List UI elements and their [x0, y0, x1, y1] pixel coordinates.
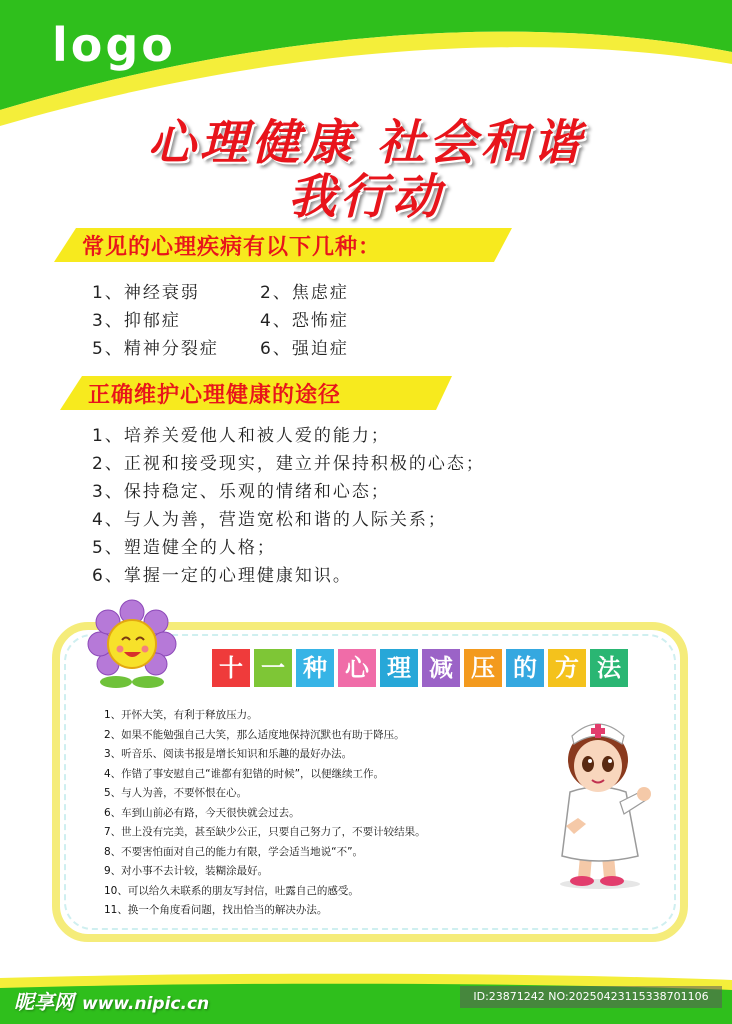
- list-item: 1、开怀大笑，有利于释放压力。: [104, 709, 258, 721]
- methods-title: [212, 649, 632, 687]
- list-item: 5、塑造健全的人格；: [92, 538, 276, 558]
- list-item: 6、掌握一定的心理健康知识。: [92, 566, 352, 586]
- methods-title-char: 减: [422, 649, 460, 687]
- methods-title-char: 种: [296, 649, 334, 687]
- methods-list: [104, 706, 534, 921]
- site-domain: www.nipic.cn: [82, 994, 210, 1014]
- section1-heading: [54, 228, 512, 262]
- list-item: 7、世上没有完美，甚至缺少公正，只要自己努力了，不要计较结果。: [104, 826, 426, 838]
- methods-title-char: 一: [254, 649, 292, 687]
- disease-item: 3、抑郁症: [92, 311, 181, 331]
- list-item: 8、不要害怕面对自己的能力有限，学会适当地说“不”。: [104, 845, 364, 858]
- list-item: 9、对小事不去计较，装糊涂最好。: [104, 865, 269, 877]
- section2-heading: [60, 376, 452, 410]
- section1-heading-text: 常见的心理疾病有以下几种：: [82, 235, 382, 260]
- disease-item: 4、恐怖症: [260, 311, 349, 331]
- list-item: 3、听音乐、阅读书报是增长知识和乐趣的最好办法。: [104, 748, 353, 760]
- image-id-label: ID:23871242 NO:20250423115338701106: [460, 986, 722, 1008]
- disease-item: 6、强迫症: [260, 339, 349, 359]
- methods-title-char: 压: [464, 649, 502, 687]
- list-item: 11、换一个角度看问题，找出恰当的解决办法。: [104, 904, 328, 916]
- list-item: 2、正视和接受现实，建立并保持积极的心态；: [92, 454, 485, 474]
- list-item: 3、保持稳定、乐观的情绪和心态；: [92, 482, 390, 502]
- list-item: 5、与人为善，不要怀恨在心。: [104, 787, 248, 799]
- methods-title-char: 法: [590, 649, 628, 687]
- methods-title-char: 心: [338, 649, 376, 687]
- site-name: 昵享网: [14, 990, 74, 1014]
- list-item: 4、作错了事安慰自己“谁都有犯错的时候”，以便继续工作。: [104, 767, 385, 780]
- methods-title-char: 十: [212, 649, 250, 687]
- methods-title-char: 的: [506, 649, 544, 687]
- list-item: 6、车到山前必有路，今天很快就会过去。: [104, 806, 300, 819]
- methods-title-char: 方: [548, 649, 586, 687]
- list-item: 2、如果不能勉强自己大笑，那么适度地保持沉默也有助于降压。: [104, 728, 405, 741]
- disease-item: 5、精神分裂症: [92, 339, 219, 359]
- list-item: 10、可以给久未联系的朋友写封信，吐露自己的感受。: [104, 884, 359, 897]
- page-title-line1: 心理健康 社会和谐: [147, 115, 585, 171]
- section2-heading-text: 正确维护心理健康的途径: [88, 383, 342, 408]
- methods-title-char: 理: [380, 649, 418, 687]
- site-watermark: [14, 986, 209, 1015]
- page-title-line2: 我行动: [287, 169, 444, 225]
- logo-text: logo: [52, 18, 176, 72]
- maintenance-list: [92, 422, 552, 590]
- nurse-cartoon-illustration: [538, 706, 660, 892]
- disease-item: 1、神经衰弱: [92, 283, 200, 303]
- list-item: 1、培养关爱他人和被人爱的能力；: [92, 426, 390, 446]
- list-item: 4、与人为善，营造宽松和谐的人际关系；: [92, 510, 447, 530]
- smiling-flower-illustration: [86, 598, 178, 690]
- disease-list: [92, 278, 422, 366]
- disease-item: 2、焦虑症: [260, 283, 349, 303]
